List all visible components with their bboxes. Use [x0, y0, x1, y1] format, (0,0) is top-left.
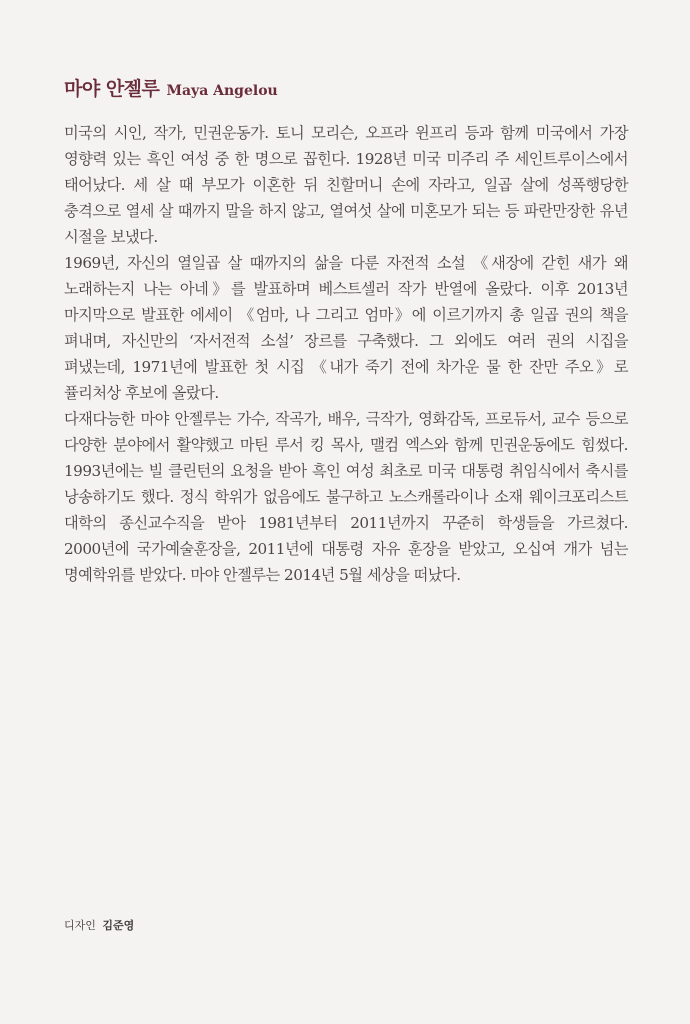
bio-paragraph-early-life: 미국의 시인, 작가, 민권운동가. 토니 모리슨, 오프라 윈프리 등과 함께 미국에서 가장 영향력 있는 흑인 여성 중 한 명으로 꼽힌다. 1928년 미국 미주리 주 세인트루이스에서 태어났다. 세 살 때 부모가 이혼한 뒤 친할머니 손에 자라고, 일곱 살에 성폭행당한 충격으로 열세 살 때까지 말을 하지 않고, 열여섯 살에 미혼모가 되는 등 파란만장한 유년 시절을 보냈다. — [64, 124, 628, 246]
author-biography — [64, 120, 628, 588]
design-credit — [64, 917, 134, 933]
author-name-english: Maya Angelou — [166, 83, 278, 99]
credit-role: 디자인 — [64, 919, 96, 932]
bio-paragraph-later-career: 다재다능한 마야 안젤루는 가수, 작곡가, 배우, 극작가, 영화감독, 프로듀서, 교수 등으로 다양한 분야에서 활약했고 마틴 루서 킹 목사, 맬컴 엑스와 함께 민권운동에도 힘썼다. 1993년에는 빌 클린턴의 요청을 받아 흑인 여성 최초로 미국 대통령 취임식에서 축시를 낭송하기도 했다. 정식 학위가 없음에도 불구하고 노스캐롤라이나 소재 웨이크포리스트 대학의 종신교수직을 받아 1981년부터 2011년까지 꾸준히 학생들을 가르쳤다. 2000년에 국가예술훈장을, 2011년에 대통령 자유 훈장을 받았고, 오십여 개가 넘는 명예학위를 받았다. 마야 안젤루는 2014년 5월 세상을 떠났다. — [64, 410, 628, 584]
author-name-korean: 마야 안젤루 — [64, 78, 160, 100]
bio-paragraph-writing-career: 1969년, 자신의 열일곱 살 때까지의 삶을 다룬 자전적 소설 《새장에 갇힌 새가 왜 노래하는지 나는 아네》를 발표하며 베스트셀러 작가 반열에 올랐다. 이후 2013년 마지막으로 발표한 에세이 《엄마, 나 그리고 엄마》에 이르기까지 총 일곱 권의 책을 펴내며, 자신만의 ‘자서전적 소설’ 장르를 구축했다. 그 외에도 여러 권의 시집을 펴냈는데, 1971년에 발표한 첫 시집 《내가 죽기 전에 차가운 물 한 잔만 주오》로 퓰리처상 후보에 올랐다. — [64, 254, 628, 402]
author-header — [64, 74, 278, 101]
credit-designer-name: 김준영 — [102, 919, 135, 932]
